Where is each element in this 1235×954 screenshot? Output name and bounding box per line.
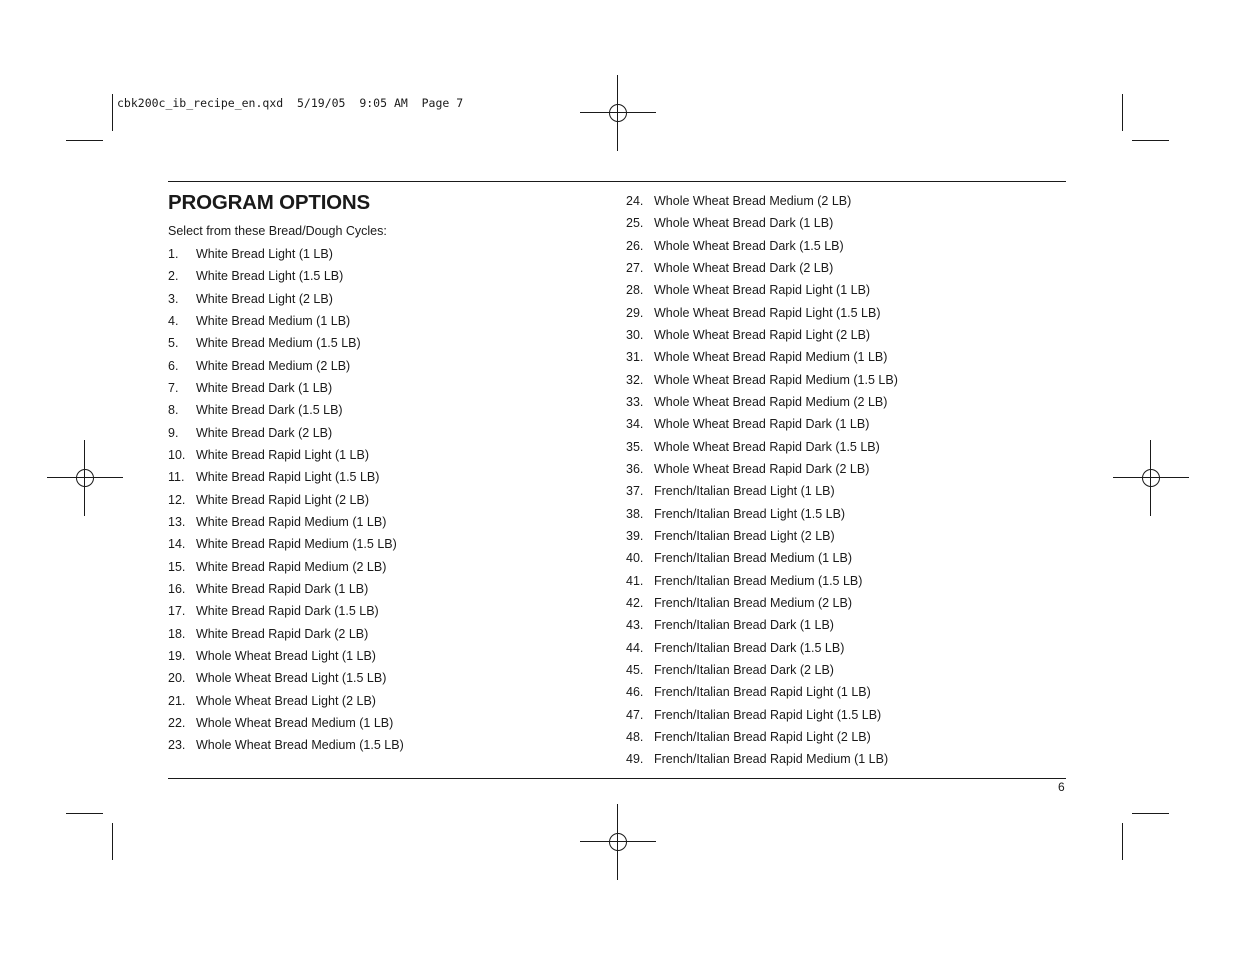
list-item [626,595,898,617]
registration-mark-bottom [580,804,656,880]
list-item [168,715,404,737]
list-item-label: French/Italian Bread Light (2 LB) [654,528,835,543]
list-item [168,514,404,536]
page-number: 6 [1058,780,1065,794]
list-item-label: French/Italian Bread Dark (1.5 LB) [654,640,845,655]
list-item [626,573,898,595]
list-item-number: 43. [626,618,644,633]
list-item [626,707,898,729]
list-item-number: 26. [626,238,644,253]
list-item-label: French/Italian Bread Rapid Light (1.5 LB) [654,707,882,722]
list-item-label: Whole Wheat Bread Rapid Medium (2 LB) [654,394,888,409]
list-item [168,268,404,290]
list-item-label: Whole Wheat Bread Dark (2 LB) [654,260,834,275]
list-item-number: 23. [168,738,186,753]
list-item [626,349,898,371]
list-item-label: French/Italian Bread Light (1.5 LB) [654,506,846,521]
list-item [168,648,404,670]
list-item-number: 27. [626,260,644,275]
list-item [626,662,898,684]
list-item-label: Whole Wheat Bread Rapid Light (1 LB) [654,283,871,298]
list-item-label: Whole Wheat Bread Dark (1 LB) [654,216,834,231]
top-rule [168,181,1066,182]
list-item [168,492,404,514]
list-item-number: 36. [626,461,644,476]
list-item-number: 41. [626,573,644,588]
list-item-label: Whole Wheat Bread Medium (1 LB) [196,715,394,730]
list-item-label: White Bread Dark (1.5 LB) [196,403,343,418]
list-item-label: White Bread Rapid Medium (2 LB) [196,559,387,574]
list-item [626,305,898,327]
list-item-number: 32. [626,372,644,387]
list-item-label: White Bread Medium (1 LB) [196,313,351,328]
crop-mark-bottom-right-vertical [1122,823,1123,860]
list-item-label: White Bread Light (2 LB) [196,291,333,306]
list-item-label: White Bread Dark (1 LB) [196,380,333,395]
list-item [168,447,404,469]
list-item [626,394,898,416]
list-item-number: 5. [168,336,179,351]
crop-mark-top-left-horizontal [66,140,103,141]
list-item-number: 18. [168,626,186,641]
list-item-number: 37. [626,484,644,499]
list-item-number: 3. [168,291,179,306]
registration-mark-top [580,75,656,151]
list-item-label: White Bread Rapid Light (2 LB) [196,492,370,507]
list-item-label: Whole Wheat Bread Rapid Dark (2 LB) [654,461,870,476]
list-item [626,483,898,505]
list-item-label: White Bread Rapid Dark (2 LB) [196,626,369,641]
list-item-label: Whole Wheat Bread Light (1 LB) [196,648,376,663]
list-item [626,528,898,550]
list-item-label: Whole Wheat Bread Rapid Light (2 LB) [654,327,871,342]
list-item [626,684,898,706]
list-item-label: White Bread Light (1.5 LB) [196,269,344,284]
list-item-number: 49. [626,752,644,767]
list-item-number: 44. [626,640,644,655]
list-item-number: 7. [168,380,179,395]
list-item-label: Whole Wheat Bread Rapid Medium (1.5 LB) [654,372,898,387]
list-item-label: French/Italian Bread Medium (2 LB) [654,595,853,610]
list-item-number: 28. [626,283,644,298]
list-item-label: White Bread Rapid Dark (1.5 LB) [196,604,379,619]
list-item-number: 1. [168,247,179,261]
list-item-number: 13. [168,514,186,529]
list-item-number: 12. [168,492,186,507]
list-item [168,559,404,581]
list-item [168,626,404,648]
list-item-number: 17. [168,604,186,619]
list-item [168,425,404,447]
crop-mark-top-left-vertical [112,94,113,131]
list-item [168,670,404,692]
list-item [168,737,404,759]
list-item-label: Whole Wheat Bread Rapid Light (1.5 LB) [654,305,881,320]
intro-text: Select from these Bread/Dough Cycles: [168,224,387,238]
list-item-label: Whole Wheat Bread Dark (1.5 LB) [654,238,844,253]
list-item [168,246,404,268]
list-item-label: White Bread Rapid Light (1 LB) [196,447,370,462]
list-item-label: White Bread Light (1 LB) [196,247,333,261]
list-item [626,238,898,260]
list-item-label: French/Italian Bread Rapid Light (2 LB) [654,729,871,744]
list-item [626,193,898,215]
list-item-number: 30. [626,327,644,342]
list-item-number: 38. [626,506,644,521]
list-item-label: Whole Wheat Bread Light (1.5 LB) [196,671,387,686]
list-item-label: French/Italian Bread Rapid Light (1 LB) [654,685,871,700]
list-item [626,416,898,438]
list-item-label: French/Italian Bread Rapid Medium (1 LB) [654,752,889,767]
registration-mark-left [47,440,123,516]
cycle-list-right [626,193,898,774]
list-item [626,617,898,639]
list-item [626,506,898,528]
list-item-number: 33. [626,394,644,409]
list-item-number: 24. [626,194,644,208]
list-item-number: 11. [168,470,185,485]
list-item-number: 39. [626,528,644,543]
list-item-number: 10. [168,447,186,462]
list-item-label: Whole Wheat Bread Rapid Dark (1.5 LB) [654,439,880,454]
list-item-number: 8. [168,403,179,418]
list-item [168,313,404,335]
list-item-label: Whole Wheat Bread Medium (1.5 LB) [196,738,404,753]
list-item-number: 47. [626,707,644,722]
list-item-label: Whole Wheat Bread Rapid Medium (1 LB) [654,350,888,365]
list-item-number: 15. [168,559,186,574]
list-item [168,469,404,491]
bottom-rule [168,778,1066,779]
list-item [168,291,404,313]
list-item-label: French/Italian Bread Medium (1.5 LB) [654,573,863,588]
list-item-number: 19. [168,648,186,663]
list-item-number: 42. [626,595,644,610]
list-item [626,282,898,304]
crop-mark-top-right-horizontal [1132,140,1169,141]
list-item [626,550,898,572]
list-item [626,439,898,461]
list-item-number: 35. [626,439,644,454]
list-item-label: White Bread Dark (2 LB) [196,425,333,440]
list-item-number: 48. [626,729,644,744]
list-item-number: 16. [168,581,186,596]
crop-mark-bottom-right-horizontal [1132,813,1169,814]
list-item [626,372,898,394]
list-item-label: White Bread Medium (1.5 LB) [196,336,361,351]
list-item-label: French/Italian Bread Medium (1 LB) [654,551,853,566]
list-item-number: 4. [168,313,179,328]
list-item-label: White Bread Rapid Light (1.5 LB) [196,470,380,485]
list-item [168,402,404,424]
list-item-number: 29. [626,305,644,320]
list-item [168,581,404,603]
crop-mark-bottom-left-horizontal [66,813,103,814]
list-item-label: White Bread Rapid Medium (1 LB) [196,514,387,529]
list-item-number: 21. [168,693,186,708]
list-item [626,640,898,662]
list-item-label: White Bread Rapid Dark (1 LB) [196,581,369,596]
page-title: PROGRAM OPTIONS [168,191,371,214]
list-item [626,461,898,483]
cycle-list-left [168,246,404,760]
list-item [626,729,898,751]
list-item-number: 31. [626,350,644,365]
crop-mark-top-right-vertical [1122,94,1123,131]
list-item-label: French/Italian Bread Light (1 LB) [654,484,835,499]
list-item-number: 9. [168,425,179,440]
crop-mark-bottom-left-vertical [112,823,113,860]
list-item-number: 25. [626,216,644,231]
list-item [626,751,898,773]
list-item [168,358,404,380]
file-slug-line: cbk200c_ib_recipe_en.qxd 5/19/05 9:05 AM Page 7 [117,96,464,110]
list-item [168,380,404,402]
list-item-number: 2. [168,269,179,284]
list-item-number: 34. [626,417,644,432]
list-item-label: Whole Wheat Bread Rapid Dark (1 LB) [654,417,870,432]
list-item [626,215,898,237]
list-item-number: 14. [168,537,186,552]
list-item-label: White Bread Medium (2 LB) [196,358,351,373]
registration-mark-right [1113,440,1189,516]
list-item-label: White Bread Rapid Medium (1.5 LB) [196,537,397,552]
list-item-number: 20. [168,671,186,686]
list-item-number: 22. [168,715,186,730]
list-item-number: 46. [626,685,644,700]
list-item-label: Whole Wheat Bread Light (2 LB) [196,693,376,708]
list-item [626,327,898,349]
list-item-label: French/Italian Bread Dark (1 LB) [654,618,834,633]
list-item-number: 6. [168,358,179,373]
list-item [168,335,404,357]
list-item-label: French/Italian Bread Dark (2 LB) [654,662,834,677]
list-item-number: 40. [626,551,644,566]
list-item [626,260,898,282]
list-item-label: Whole Wheat Bread Medium (2 LB) [654,194,852,208]
list-item-number: 45. [626,662,644,677]
list-item [168,693,404,715]
list-item [168,603,404,625]
list-item [168,536,404,558]
